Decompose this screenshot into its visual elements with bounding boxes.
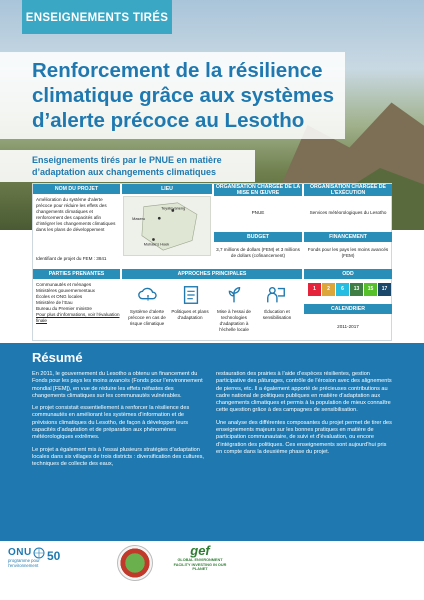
evaluation-link[interactable]: Pour plus d’informations, voir l’évaluation finale — [36, 312, 120, 323]
sdg-tile: 17 — [378, 283, 391, 296]
header-budget: BUDGET — [214, 232, 302, 242]
gef-subtitle: GLOBAL ENVIRONMENT FACILITY INVESTING IN OUR PLANET — [173, 558, 227, 571]
list-item: Ministère de l’Eau — [36, 300, 73, 305]
location-map — [123, 196, 211, 256]
sdg-tile: 6 — [336, 283, 349, 296]
cloud-warning-icon — [137, 284, 159, 306]
approach-label: Éducation et sensibilisation — [262, 309, 292, 320]
plant-hand-icon — [223, 284, 245, 306]
project-description: Amélioration du système d’alerte précoce pour réduire les effets des changements climatiques et renforcement des capacités afin d’intégrer les changements climatiques dans les plans de développement — [36, 197, 116, 232]
summary-column-left — [32, 371, 208, 474]
page-subtitle: Enseignements tirés par le PNUE en matière d’adaptation aux changements climatiques — [32, 155, 222, 177]
summary-section — [0, 343, 424, 541]
header-exec-org: ORGANISATION CHARGÉE DE L’EXÉCUTION — [304, 184, 392, 196]
budget-value: 3,7 millions de dollars (FEM) et 3 millions de dollars (cofinancement) — [216, 247, 300, 258]
list-item: Communautés et ménages — [36, 282, 92, 287]
header-approaches: APPROCHES PRINCIPALES — [122, 269, 302, 279]
header-financing: FINANCEMENT — [304, 232, 392, 242]
sdg-tile: 2 — [322, 283, 335, 296]
globe-icon — [33, 547, 45, 559]
map-label: Maseru — [132, 217, 146, 222]
stakeholders-list — [36, 282, 120, 324]
lesotho-emblem — [117, 545, 153, 581]
sdg-tile: 13 — [350, 283, 363, 296]
list-item: Écoles et ONG locales — [36, 294, 83, 299]
gef-logo — [170, 543, 230, 572]
project-info-table — [32, 183, 392, 341]
approach-label: Mise à l’essai de technologies d’adaptation à l’échelle locale — [217, 309, 251, 332]
lead-org: PNUE — [251, 210, 265, 215]
header-calendar: CALENDRIER — [304, 304, 392, 314]
summary-column-right — [216, 371, 392, 461]
sdg-tile: 15 — [364, 283, 377, 296]
header-lead-org: ORGANISATION CHARGÉE DE LA MISE EN ŒUVRE — [215, 184, 301, 196]
gef-text: gef — [190, 543, 210, 558]
list-item: Ministères gouvernementaux — [36, 288, 95, 293]
subtitle-panel — [0, 150, 255, 182]
checklist-icon — [180, 284, 202, 306]
summary-paragraph: Le projet consistait essentiellement à renforcer la résilience des communautés en améliorant les systèmes d’information et de prévisions climatiques du Lesotho, de façon à développer leurs capacités d’adaptation et de préparation aux phénomènes météorologiques extrêmes. — [32, 405, 190, 441]
title-panel — [0, 52, 345, 139]
page-title: Renforcement de la résilience climatique grâce aux systèmes d’alerte précoce au Lesotho — [32, 59, 334, 132]
map-label: Mohale's Hoek — [143, 242, 170, 247]
summary-title: Résumé — [32, 350, 83, 365]
summary-paragraph: En 2011, le gouvernement du Lesotho a obtenu un financement du Fonds pour les pays les moins avancés (Fonds pour l’environnement mondial [FEM]), en vue de réduire les effets néfastes des changements climatiques sur les communautés vulnérables. — [32, 371, 203, 399]
list-item: Bureau du Premier ministre — [36, 306, 92, 311]
header-project-name: NOM DU PROJET — [33, 184, 120, 194]
exec-org: Services météorologiques du Lesotho — [309, 210, 387, 215]
onu-subtitle: programme pour l’environnement — [8, 558, 40, 568]
sdg-tile: 1 — [308, 283, 321, 296]
approach-label: Politiques et plans d’adaptation — [171, 309, 209, 320]
project-id: Identifiant de projet du FEM : 3841 — [36, 256, 107, 261]
header-stakeholders: PARTIES PRENANTES — [33, 269, 120, 279]
summary-paragraph: restauration des prairies à l’aide d’espèces résilientes, gestion participative des pâturages, contrôle de l’érosion avec des alignements de pierres, etc. Il a également apporté de précieuses contributions au cadre national de politiques publiques en matière d’adaptation aux changements climatiques et permis à la population de mieux connaître cette question grâce à des campagnes de sensibilisation. — [216, 371, 392, 414]
approach-label: Système d’alerte précoce en cas de risque climatique — [128, 309, 166, 326]
header-odd: ODD — [304, 269, 392, 279]
onu-text: ONU — [8, 547, 32, 558]
header-location: LIEU — [122, 184, 212, 194]
anniversary-logo: 50 — [47, 549, 61, 563]
footer-logos — [0, 541, 424, 600]
summary-paragraph: Le projet a également mis à l’essai plusieurs stratégies d’adaptation locales dans six villages de trois districts : diversification des cultures, techniques de collecte des eaux, — [32, 446, 204, 468]
financing-value: Fonds pour les pays les moins avancés (FEM) — [307, 247, 389, 258]
map-label: Teyateyaneng — [161, 206, 186, 211]
summary-paragraph: Une analyse des différentes composantes du projet permet de tirer des enseignements majeurs sur les bonnes pratiques en matière de participation communautaire, de suivi et d’évaluation, ou encore d’intégration des politiques. Ces enseignements sont aujourd’hui pris en compte dans la deuxième phase du projet. — [216, 419, 392, 455]
section-tag: ENSEIGNEMENTS TIRÉS — [22, 0, 172, 34]
teacher-icon — [265, 284, 287, 306]
calendar-value: 2011-2017 — [337, 324, 359, 329]
